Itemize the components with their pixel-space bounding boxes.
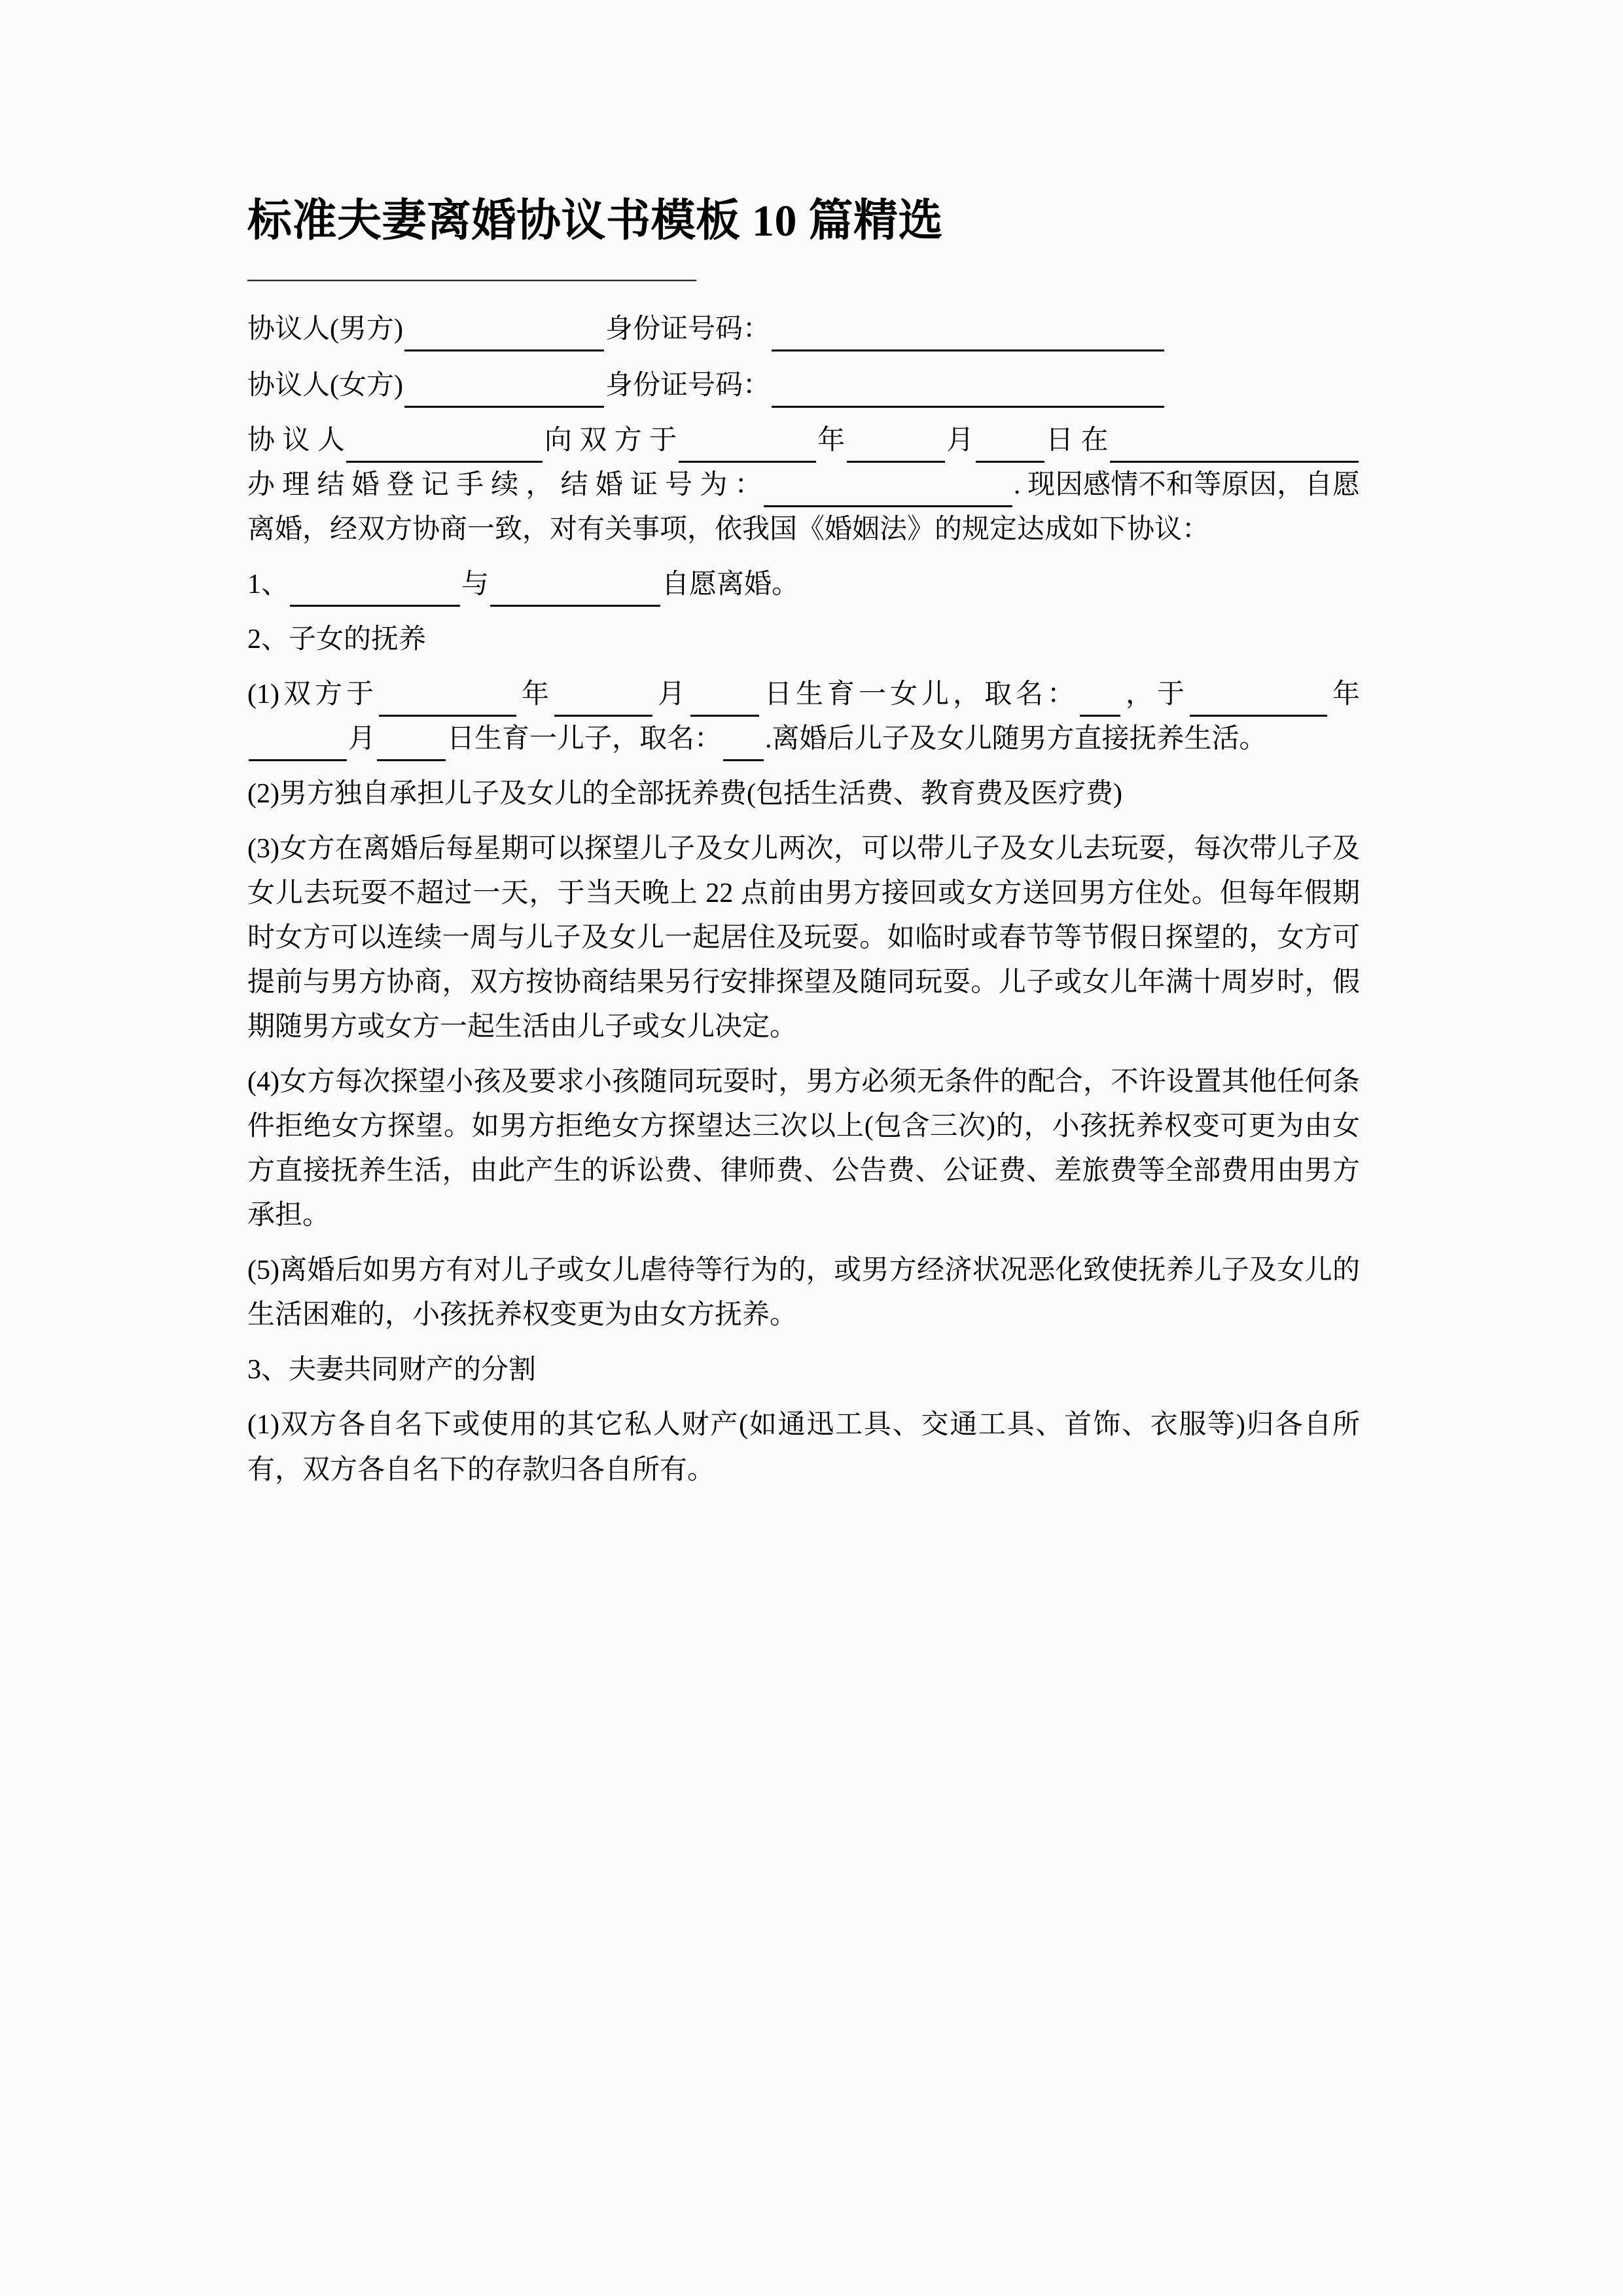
clause-3-number: 3、 (247, 1355, 289, 1386)
preamble-blank-day[interactable] (976, 429, 1044, 463)
child1-month-blank[interactable] (554, 683, 652, 717)
child2-name-blank[interactable] (723, 728, 764, 761)
children-item-1-seg-c: 月 (653, 679, 689, 710)
party-name-blank-male[interactable] (404, 318, 604, 351)
child1-year-blank[interactable] (379, 683, 516, 717)
clause-1 (247, 552, 1360, 607)
party-row-male (247, 295, 1360, 351)
child2-year-blank[interactable] (1190, 683, 1327, 717)
page-title: 标准夫妻离婚协议书模板 10 篇精选 (247, 196, 944, 245)
title-divider: —————————————————— (247, 264, 695, 293)
preamble-blank-month[interactable] (847, 429, 945, 463)
party-row-female (247, 351, 1360, 408)
children-item-1-seg-i: .离婚后儿子及女儿随男方直接抚养生活。 (765, 724, 1267, 755)
preamble-seg-7: . 现因感情不和等原因，自愿离婚，经双方协商一致，对有关事项，依我国《婚姻法》的规定达成如下协议： (247, 469, 1360, 545)
children-item-3: (3)女方在离婚后每星期可以探望儿子及女儿两次，可以带儿子及女儿去玩耍，每次带儿子及女儿去玩耍不超过一天，于当天晚上 22 点前由男方接回或女方送回男方住处。但每年假期时女方可以连续一周与儿子及女儿一起居住及玩耍。如临时或春节等节假日探望的，女方可提前与男方协商，双方按协商结果另行安排探望及随同玩耍。儿子或女儿年满十周岁时，假期随男方或女方一起生活由儿子或女儿决定。 (247, 834, 1360, 1043)
party-label-female: 协议人(女方) (247, 370, 403, 401)
preamble-seg-3: 年 (817, 425, 846, 456)
party-id-blank-male[interactable] (772, 318, 1164, 351)
clause-3-title: 夫妻共同财产的分割 (289, 1355, 537, 1386)
clause-2-number: 2、 (247, 624, 289, 655)
document-content (247, 0, 1360, 1492)
children-item-1-seg-a: (1)双方于 (247, 679, 378, 710)
children-item-5: (5)离婚后如男方有对儿子或女儿虐待等行为的，或男方经济状况恶化致使抚养儿子及女儿的生活困难的，小孩抚养权变更为由女方抚养。 (247, 1255, 1360, 1331)
children-item-1-seg-e: ，于 (1121, 679, 1188, 710)
child2-month-blank[interactable] (249, 728, 347, 761)
clause-1-text-b: 自愿离婚。 (662, 569, 800, 600)
party-name-blank-female[interactable] (404, 374, 604, 408)
preamble-blank-cert-no[interactable] (764, 474, 1012, 507)
children-item-1-seg-f: 年 (1328, 679, 1360, 710)
children-item-4: (4)女方每次探望小孩及要求小孩随同玩耍时，男方必须无条件的配合，不许设置其他任何条件拒绝女方探望。如男方拒绝女方探望达三次以上(包含三次)的，小孩抚养权变可更为由女方直接抚养生活，由此产生的诉讼费、律师费、公告费、公证费、差旅费等全部费用由男方承担。 (247, 1067, 1360, 1231)
clause-1-text-a: 与 (461, 569, 490, 600)
party-id-label-male: 身份证号码： (605, 314, 770, 344)
child2-day-blank[interactable] (377, 728, 446, 761)
preamble-paragraph (247, 408, 1360, 552)
child1-name-blank[interactable] (1080, 683, 1120, 717)
child1-day-blank[interactable] (690, 683, 759, 717)
children-item-2: (2)男方独自承担儿子及女儿的全部抚养费(包括生活费、教育费及医疗费) (247, 779, 1122, 810)
clause-1-blank-a[interactable] (290, 573, 460, 607)
preamble-seg-2: 向 双 方 于 (544, 425, 677, 456)
clause-2-heading (247, 607, 1360, 662)
children-item-1-seg-b: 年 (517, 679, 553, 710)
children-item-1 (247, 662, 1360, 761)
property-item-1: (1)双方各自名下或使用的其它私人财产(如通迅工具、交通工具、首饰、衣服等)归各自所有，双方各自名下的存款归各自所有。 (247, 1410, 1360, 1485)
party-id-blank-female[interactable] (772, 374, 1164, 408)
preamble-seg-5: 日 在 (1045, 425, 1109, 456)
clause-1-number: 1、 (247, 569, 289, 600)
preamble-blank-year[interactable] (679, 429, 816, 463)
clause-1-blank-b[interactable] (490, 573, 660, 607)
preamble-blank-place[interactable] (1110, 429, 1359, 463)
party-id-label-female: 身份证号码： (605, 370, 770, 401)
children-item-1-seg-h: 日生育一儿子，取名： (447, 724, 722, 755)
preamble-seg-4: 月 (946, 425, 974, 456)
clause-2-title: 子女的抚养 (289, 624, 427, 655)
preamble-blank-name[interactable] (346, 429, 543, 463)
preamble-seg-1: 协 议 人 (247, 425, 346, 456)
party-label-male: 协议人(男方) (247, 314, 403, 344)
children-item-1-seg-d: 日生育一女儿，取名： (760, 679, 1079, 710)
children-item-1-seg-g: 月 (348, 724, 376, 755)
preamble-seg-6: 办 理 结 婚 登 记 手 续 ， 结 婚 证 号 为 ： (247, 469, 762, 500)
clause-3-heading (247, 1337, 1360, 1392)
